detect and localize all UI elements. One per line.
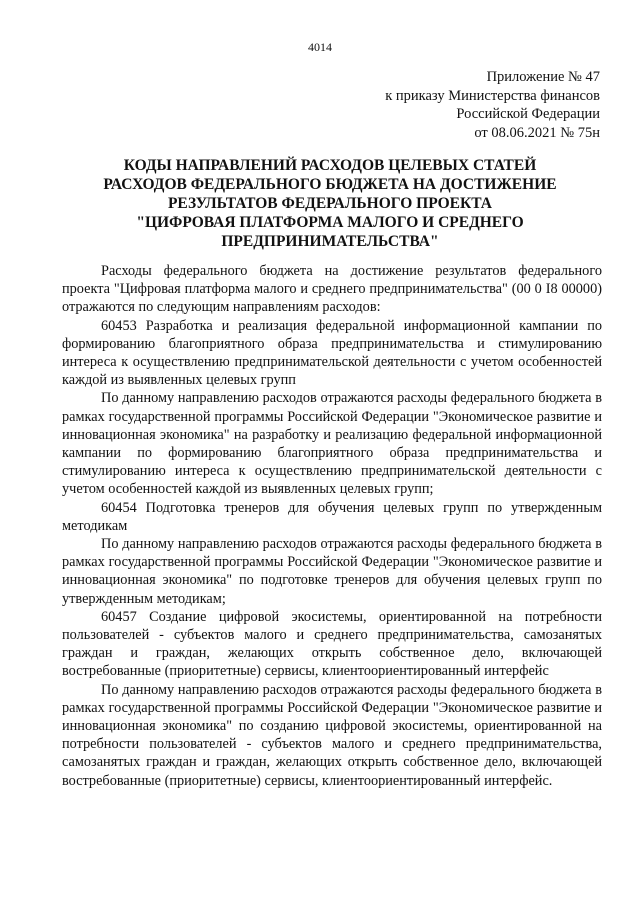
annex-header	[340, 68, 600, 142]
title-line: КОДЫ НАПРАВЛЕНИЙ РАСХОДОВ ЦЕЛЕВЫХ СТАТЕЙ	[123, 157, 537, 174]
title-line: РЕЗУЛЬТАТОВ ФЕДЕРАЛЬНОГО ПРОЕКТА	[167, 195, 493, 212]
title-line: "ЦИФРОВАЯ ПЛАТФОРМА МАЛОГО И СРЕДНЕГО	[136, 214, 524, 231]
annex-line: Российской Федерации	[456, 106, 600, 122]
intro-paragraph: Расходы федерального бюджета на достижение результатов федерального проекта "Цифровая платформа малого и среднего предпринимательства" (00 0 I8 00000) отражаются по следующим направлениям расходов:	[62, 263, 602, 316]
code-60454-heading: 60454 Подготовка тренеров для обучения целевых групп по утвержденным методикам	[62, 499, 602, 534]
code-60457-description: По данному направлению расходов отражаются расходы федерального бюджета в рамках государственной программы Российской Федерации "Экономическое развитие и инновационная экономика" по созданию цифровой экосистемы, ориентированной на потребности пользователей - субъектов малого и среднего предпринимательства, самозанятых граждан и граждан, желающих открыть собственное дело, включающей востребованные (приоритетные) сервисы, клиентоориентированный интерфейс.	[62, 681, 602, 789]
page-number: 4014	[308, 40, 332, 54]
code-60453-description: По данному направлению расходов отражаются расходы федерального бюджета в рамках государственной программы Российской Федерации "Экономическое развитие и инновационная экономика" на разработку и реализацию федеральной информационной кампании по формированию благоприятного образа предпринимательства и стимулированию интереса к осуществлению предпринимательской деятельности с учетом особенностей каждой из выявленных целевых групп;	[62, 390, 602, 498]
code-60457-heading: 60457 Создание цифровой экосистемы, ориентированной на потребности пользователей - субъектов малого и среднего предпринимательства, самозанятых граждан и граждан, желающих открыть собственное дело, включающей востребованные (приоритетные) сервисы, клиентоориентированный интерфейс	[62, 608, 602, 680]
code-60454-description: По данному направлению расходов отражаются расходы федерального бюджета в рамках государственной программы Российской Федерации "Экономическое развитие и инновационная экономика" по подготовке тренеров для обучения целевых групп по утвержденным методикам;	[62, 536, 602, 607]
code-60453-heading: 60453 Разработка и реализация федеральной информационной кампании по формированию благоприятного образа предпринимательства и стимулированию интереса к осуществлению предпринимательской деятельности с учетом особенностей каждой из выявленных целевых групп	[62, 317, 602, 389]
document-body	[62, 262, 602, 790]
annex-line: Приложение № 47	[486, 69, 600, 85]
annex-line: к приказу Министерства финансов	[385, 87, 600, 104]
title-line: РАСХОДОВ ФЕДЕРАЛЬНОГО БЮДЖЕТА НА ДОСТИЖЕНИЕ	[103, 176, 557, 193]
document-title	[60, 156, 600, 251]
title-line: ПРЕДПРИНИМАТЕЛЬСТВА"	[221, 233, 439, 250]
annex-line: от 08.06.2021 № 75н	[474, 124, 600, 141]
